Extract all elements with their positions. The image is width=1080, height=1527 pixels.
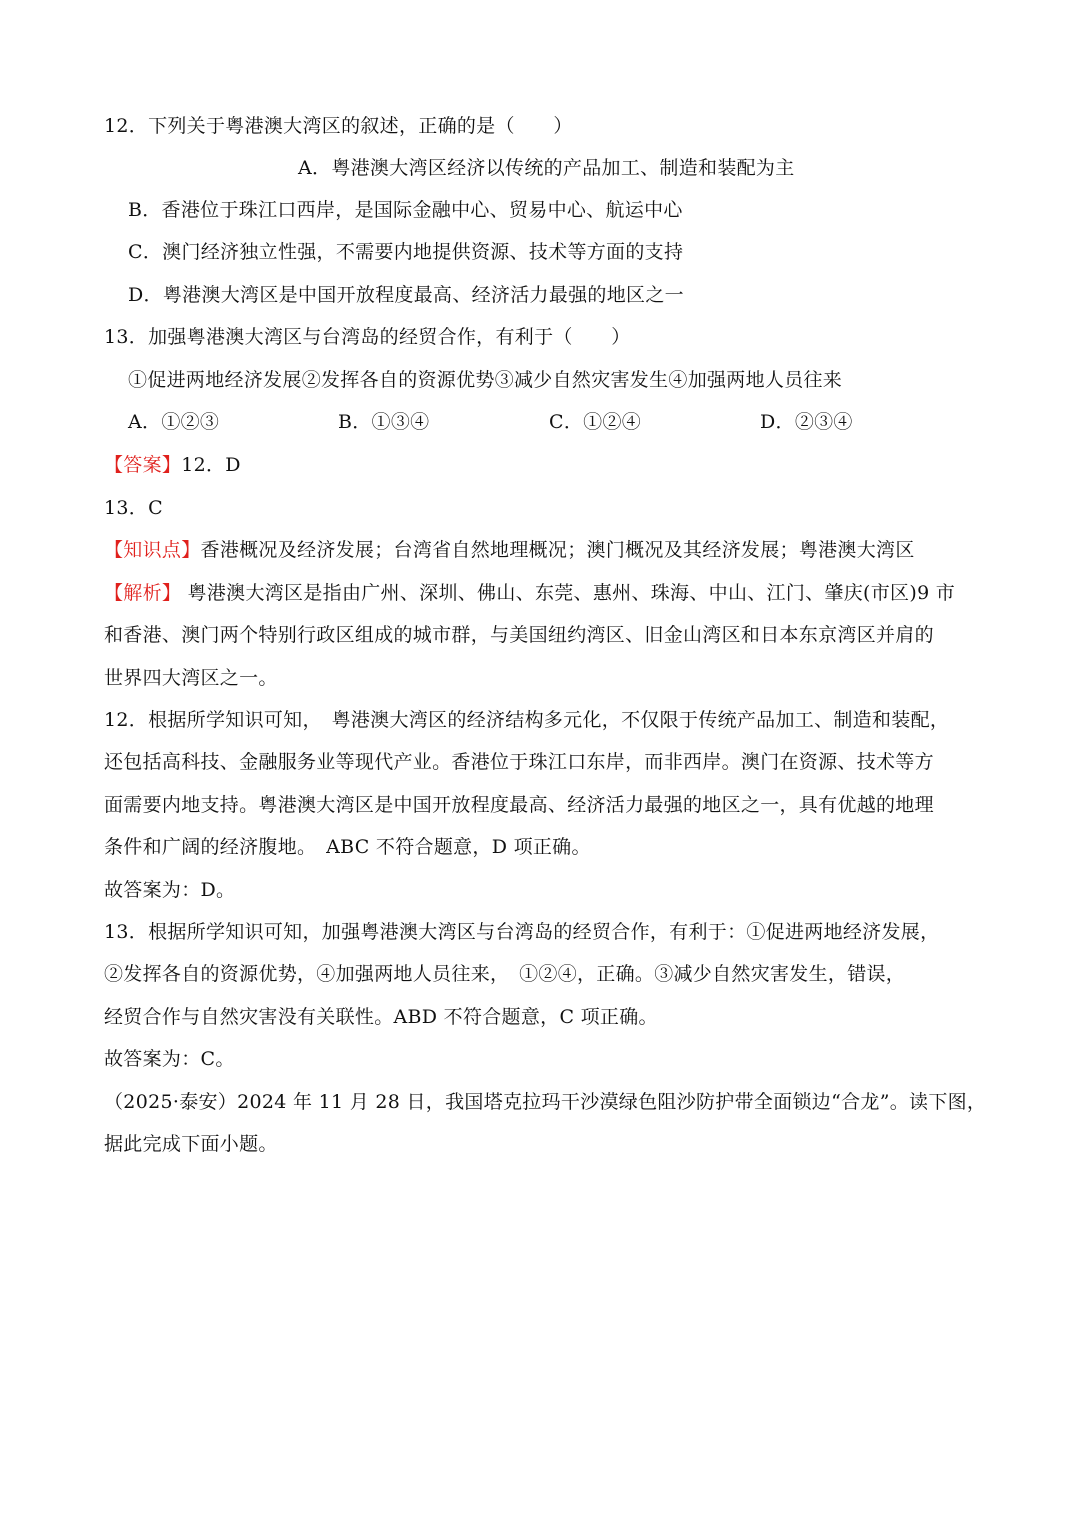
analysis-13-line-2: ②发挥各自的资源优势，④加强两地人员往来， ①②④，正确。③减少自然灾害发生，错误， bbox=[104, 963, 906, 985]
q12-option-b: B．香港位于珠江口西岸，是国际金融中心、贸易中心、航运中心 bbox=[128, 199, 683, 221]
analysis-12-line-1: 12．根据所学知识可知， 粤港澳大湾区的经济结构多元化，不仅限于传统产品加工、制造和装配， bbox=[104, 709, 950, 731]
q13-stem: 13．加强粤港澳大湾区与台湾岛的经贸合作，有利于（ ） bbox=[104, 326, 631, 348]
analysis-tag: 【解析】 bbox=[104, 582, 182, 604]
analysis-13-line-3: 经贸合作与自然灾害没有关联性。ABD 不符合题意，C 项正确。 bbox=[104, 1006, 658, 1028]
q12-option-c: C．澳门经济独立性强，不需要内地提供资源、技术等方面的支持 bbox=[128, 241, 684, 263]
q13-option-a: A．①②③ bbox=[128, 411, 220, 433]
analysis-intro-3: 世界四大湾区之一。 bbox=[104, 667, 278, 689]
q13-option-d: D．②③④ bbox=[760, 411, 853, 433]
q13-option-b: B．①③④ bbox=[338, 411, 430, 433]
analysis-intro-1: 粤港澳大湾区是指由广州、深圳、佛山、东莞、惠州、珠海、中山、江门、肇庆(市区)9 市 bbox=[181, 582, 956, 604]
knowledge-line bbox=[104, 538, 915, 562]
next-intro-line-1: （2025·泰安）2024 年 11 月 28 日，我国塔克拉玛干沙漠绿色阻沙防护带全面锁边“合龙”。读下图， bbox=[104, 1091, 987, 1113]
q12-option-d: D．粤港澳大湾区是中国开放程度最高、经济活力最强的地区之一 bbox=[128, 284, 684, 306]
analysis-12-conclusion: 故答案为：D。 bbox=[104, 879, 236, 901]
q12-option-a: A．粤港澳大湾区经济以传统的产品加工、制造和装配为主 bbox=[298, 157, 795, 179]
answer-line bbox=[104, 453, 241, 477]
q13-options-row bbox=[0, 410, 1080, 436]
answer-tag: 【答案】 bbox=[104, 454, 182, 476]
q13-statements: ①促进两地经济发展②发挥各自的资源优势③减少自然灾害发生④加强两地人员往来 bbox=[128, 369, 843, 391]
analysis-12-line-4: 条件和广阔的经济腹地。 ABC 不符合题意，D 项正确。 bbox=[104, 836, 591, 858]
analysis-13-line-1: 13．根据所学知识可知，加强粤港澳大湾区与台湾岛的经贸合作，有利于：①促进两地经济发展， bbox=[104, 921, 940, 943]
q12-stem: 12．下列关于粤港澳大湾区的叙述，正确的是（ ） bbox=[104, 115, 573, 137]
knowledge-text: 香港概况及经济发展；台湾省自然地理概况；澳门概况及其经济发展；粤港澳大湾区 bbox=[200, 539, 915, 561]
knowledge-tag: 【知识点】 bbox=[104, 539, 201, 561]
answer-12: 12．D bbox=[181, 454, 241, 476]
q13-option-c: C．①②④ bbox=[549, 411, 642, 433]
analysis-13-conclusion: 故答案为：C。 bbox=[104, 1048, 235, 1070]
analysis-12-line-2: 还包括高科技、金融服务业等现代产业。香港位于珠江口东岸，而非西岸。澳门在资源、技术等方 bbox=[104, 751, 934, 773]
analysis-intro-2: 和香港、澳门两个特别行政区组成的城市群，与美国纽约湾区、旧金山湾区和日本东京湾区并肩的 bbox=[104, 624, 934, 646]
analysis-12-line-3: 面需要内地支持。粤港澳大湾区是中国开放程度最高、经济活力最强的地区之一，具有优越的地理 bbox=[104, 794, 934, 816]
analysis-line-1 bbox=[104, 581, 955, 605]
next-intro-line-2: 据此完成下面小题。 bbox=[104, 1133, 278, 1155]
answer-13: 13．C bbox=[104, 497, 163, 519]
